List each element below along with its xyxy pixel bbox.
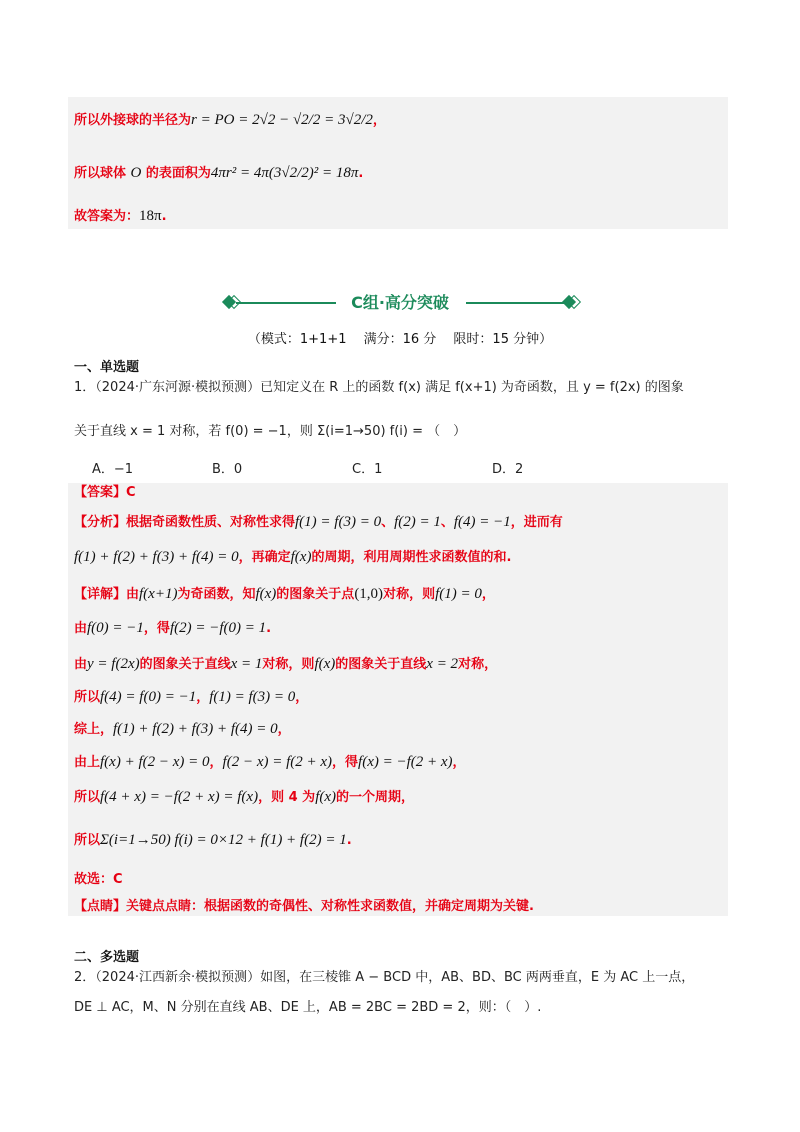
solution-text: 【点睛】关键点点睛：根据函数的奇偶性、对称性求函数值，并确定周期为关键. <box>74 899 534 914</box>
math-expression: f(x) <box>255 586 277 602</box>
solution-text: 由 <box>74 657 88 672</box>
math-expression: O <box>130 165 142 181</box>
solution-line <box>74 547 511 568</box>
previous-solution-line <box>74 163 363 184</box>
previous-solution-line <box>74 110 386 131</box>
solution-line <box>74 584 495 605</box>
math-expression: f(1) + f(2) + f(3) + f(4) = 0 <box>74 549 239 565</box>
solution-text: ， <box>481 587 495 602</box>
question-1-line1: 1．（2024·广东河源·模拟预测）已知定义在 R 上的函数 f(x) 满足 f(x+1) 为奇函数，且 y = f(2x) 的图象 <box>74 380 684 395</box>
solution-text: 由上 <box>74 755 101 770</box>
section-title-banner <box>0 290 800 316</box>
math-expression: f(1) = f(3) = 0 <box>209 689 296 705</box>
math-expression: f(x) <box>290 549 312 565</box>
math-expression: f(4) = f(0) = −1 <box>100 689 197 705</box>
solution-text: 的图象关于直线 <box>139 657 231 672</box>
solution-text: ， <box>196 690 210 705</box>
solution-text: 【答案】C <box>74 485 136 500</box>
math-expression: r = PO = 2√2 − √2/2 = 3√2/2 <box>191 112 373 128</box>
math-expression: f(2) = 1 <box>394 514 441 530</box>
solution-line <box>74 752 466 773</box>
math-expression: f(x) = −f(2 + x) <box>358 754 453 770</box>
solution-line <box>74 870 123 890</box>
solution-text: 故选：C <box>74 872 123 887</box>
solution-text: . <box>161 209 167 224</box>
math-expression: y = f(2x) <box>87 656 140 672</box>
solution-text: 为奇函数，知 <box>177 587 256 602</box>
solution-text: 对称，则 <box>383 587 436 602</box>
solution-text: 所以 <box>74 690 101 705</box>
solution-text: 的一个周期， <box>336 790 415 805</box>
math-expression: (1,0) <box>354 586 384 602</box>
solution-text: ， <box>372 113 386 128</box>
math-expression: f(0) = −1 <box>87 620 144 636</box>
question-2-line1: 2．（2024·江西新余·模拟预测）如图，在三棱锥 A − BCD 中，AB、BD、BC 两两垂直，E 为 AC 上一点， <box>74 970 695 985</box>
option-c: C．1 <box>352 462 383 477</box>
math-expression: f(1) + f(2) + f(3) + f(4) = 0 <box>113 721 278 737</box>
solution-text: 、 <box>440 515 454 530</box>
previous-solution-line <box>74 206 167 227</box>
math-expression: f(1) = 0 <box>435 586 482 602</box>
math-expression: x = 1 <box>230 656 263 672</box>
math-expression: f(1) = f(3) = 0 <box>295 514 382 530</box>
solution-text: 【分析】根据奇函数性质、对称性求得 <box>74 515 296 530</box>
solution-text: 所以球体 <box>74 166 131 181</box>
solution-text: 对称，则 <box>262 657 315 672</box>
solution-text: . <box>266 621 272 636</box>
math-expression: f(x) <box>315 789 337 805</box>
math-expression: 4πr² = 4π(3√2/2)² = 18π <box>210 165 359 181</box>
solution-text: 、 <box>381 515 395 530</box>
question-2-line2: DE ⊥ AC，M、N 分别在直线 AB、DE 上，AB = 2BC = 2BD = 2，则：（ ）. <box>74 1000 542 1015</box>
math-expression: f(x) <box>314 656 336 672</box>
solution-text: 所以 <box>74 790 101 805</box>
math-expression: Σ(i=1→50) f(i) = 0×12 + f(1) + f(2) = 1 <box>100 832 347 848</box>
option-a: A．−1 <box>92 462 134 477</box>
solution-line <box>74 719 291 740</box>
solution-text: 综上， <box>74 722 114 737</box>
solution-text: 由 <box>74 621 88 636</box>
solution-text: ， <box>209 755 223 770</box>
part1-heading: 一、单选题 <box>74 360 140 375</box>
math-expression: f(4 + x) = −f(2 + x) = f(x) <box>100 789 259 805</box>
solution-text: ， <box>295 690 309 705</box>
solution-text: 所以外接球的半径为 <box>74 113 192 128</box>
option-d: D．2 <box>492 462 524 477</box>
solution-line <box>74 897 534 917</box>
math-expression: 18π <box>139 208 162 224</box>
math-expression: x = 2 <box>426 656 459 672</box>
solution-line <box>74 787 414 808</box>
solution-text: ，则 4 为 <box>258 790 316 805</box>
math-expression: f(x+1) <box>139 586 178 602</box>
solution-text: 的周期，利用周期性求函数值的和. <box>311 550 512 565</box>
math-expression: f(2 − x) = f(2 + x) <box>222 754 333 770</box>
solution-text: . <box>358 166 364 181</box>
solution-text: ，得 <box>143 621 170 636</box>
solution-text: . <box>346 833 352 848</box>
solution-text: 的图象关于直线 <box>335 657 427 672</box>
question-1-line2: 关于直线 x = 1 对称，若 f(0) = −1，则 Σ(i=1→50) f(i) = （ ） <box>74 424 467 439</box>
solution-text: ，进而有 <box>510 515 563 530</box>
solution-text: 的表面积为 <box>141 166 211 181</box>
solution-text: ，再确定 <box>238 550 291 565</box>
solution-line <box>74 512 563 533</box>
part2-heading: 二、多选题 <box>74 950 140 965</box>
solution-text: ， <box>452 755 466 770</box>
solution-line <box>74 830 352 851</box>
solution-line <box>74 618 271 639</box>
solution-text: 故答案为： <box>74 209 140 224</box>
solution-line <box>74 687 308 708</box>
solution-line <box>74 654 497 675</box>
option-b: B．0 <box>212 462 243 477</box>
section-subtitle: （模式：1+1+1 满分：16 分 限时：15 分钟） <box>247 332 553 347</box>
solution-text: ， <box>277 722 291 737</box>
math-expression: f(2) = −f(0) = 1 <box>169 620 267 636</box>
solution-text: 的图象关于点 <box>276 587 355 602</box>
solution-text: 所以 <box>74 833 101 848</box>
section-title: C组·高分突破 <box>351 293 449 312</box>
solution-line <box>74 483 136 503</box>
solution-text: 对称， <box>458 657 498 672</box>
solution-text: 【详解】由 <box>74 587 140 602</box>
math-expression: f(4) = −1 <box>453 514 511 530</box>
math-expression: f(x) + f(2 − x) = 0 <box>100 754 210 770</box>
solution-text: ，得 <box>332 755 359 770</box>
